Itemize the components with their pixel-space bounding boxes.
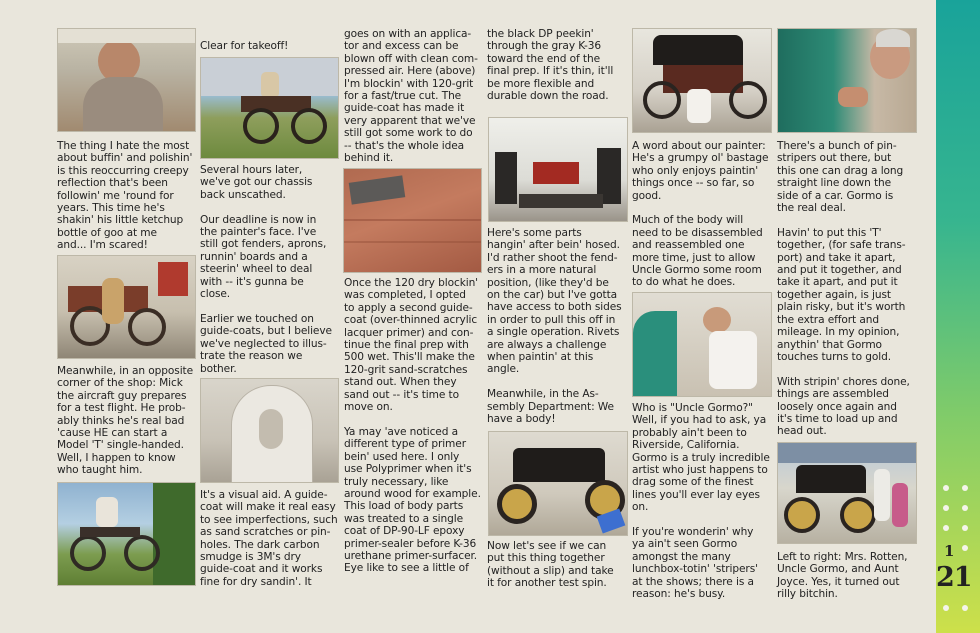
line: different type of primer [344, 438, 466, 451]
line: and... I'm scared! [57, 239, 148, 252]
line: goes on with an applica- [344, 28, 472, 40]
decorative-dot [962, 545, 968, 551]
line: loosely once again and [777, 400, 897, 413]
decorative-side-bar [936, 0, 980, 633]
line: sembly Department: We [487, 400, 614, 413]
line: Riverside, California. [632, 439, 740, 452]
line: Model 'T' single-handed. [57, 439, 184, 452]
line: -- that's the whole idea [344, 139, 465, 152]
line: lunchbox-totin' 'stripers' [632, 563, 758, 576]
line: trate the reason we [200, 350, 303, 363]
text-block-3 [200, 40, 340, 52]
line: for a fast/true cut. The [344, 90, 462, 103]
decorative-dot [943, 485, 949, 491]
line: to apply a second guide- [344, 301, 473, 314]
line: tinue the final prep with [344, 339, 469, 352]
line: lacquer primer) and con- [344, 326, 474, 339]
line: a single operation. Rivets [487, 326, 620, 339]
line: Meanwhile, in an opposite [57, 365, 194, 377]
line: at the shows; there is a [632, 575, 754, 588]
line: tor and excess can be [344, 40, 459, 53]
decorative-dot [962, 525, 968, 531]
line: coat will make it real easy [200, 501, 336, 514]
line: (without a slip) and take [487, 564, 614, 577]
line: Several hours later, [200, 164, 303, 176]
line: it for another test spin. [487, 577, 607, 590]
text-block-9 [487, 227, 629, 426]
line: port) and take it apart, [777, 251, 896, 264]
line: Here's some parts [487, 227, 582, 239]
line: through the gray K-36 [487, 40, 601, 53]
line: together again, is just [777, 288, 891, 301]
decorative-dot [943, 525, 949, 531]
line: in order to pull this off in [487, 313, 616, 326]
line: toward the end of the [487, 52, 600, 65]
line: to do what he does. [632, 276, 736, 289]
line: use Polyprimer when it's [344, 463, 472, 476]
line: 500 wet. This'll make the [344, 351, 475, 364]
line: artist who just happens to [632, 464, 768, 477]
photo-painter-car [632, 28, 772, 133]
line: move on. [344, 401, 393, 414]
line: drag some of the finest [632, 476, 754, 489]
line: There's a bunch of pin- [777, 140, 897, 152]
line: Who is "Uncle Gormo?" [632, 402, 753, 414]
line: Earlier we touched on [200, 312, 314, 325]
line: Uncle Gormo, and Aunt [777, 563, 899, 576]
line: bother. [200, 362, 237, 375]
line: when paintin' at this [487, 351, 594, 364]
line: rilly bitchin. [777, 588, 838, 601]
line: around wood for example. [344, 487, 481, 500]
line: reason: he's busy. [632, 588, 726, 601]
line: plain risky, but it's worth [777, 301, 906, 314]
line: is this reoccurring creepy [57, 164, 189, 177]
line: anythin' that Gormo [777, 338, 882, 351]
line: the extra effort and [777, 313, 879, 326]
text-block-13 [777, 140, 923, 438]
line: Now let's see if we can [487, 540, 607, 552]
line [777, 214, 923, 226]
photo-body-assembly [488, 431, 628, 536]
line: I'd rather shoot the fend- [487, 251, 618, 264]
line: still got fenders, aprons, [200, 238, 327, 251]
photo-reflection-man [57, 28, 196, 132]
line: stripers out there, but [777, 152, 892, 165]
line: shakin' his little ketchup [57, 214, 184, 227]
line: Much of the body will [632, 214, 744, 227]
text-block-1 [57, 140, 197, 252]
text-block-4 [200, 164, 340, 375]
line: position, (like they'd be [487, 276, 609, 289]
line: Once the 120 dry blockin' [344, 277, 478, 289]
line: the real deal. [777, 202, 846, 215]
line: was completed, I opted [344, 289, 466, 302]
line: Joyce. Yes, it turned out [777, 575, 900, 588]
line: this one can drag a long [777, 164, 904, 177]
line: angle. [487, 363, 520, 376]
text-block-2 [57, 365, 197, 477]
line: we've got our chassis [200, 176, 313, 189]
line: the black DP peekin' [487, 28, 594, 40]
line: truly necessary, like [344, 475, 449, 488]
line: Well, I happen to know [57, 451, 176, 464]
line: the aircraft guy prepares [57, 389, 187, 402]
line: ya ain't seen Gormo [632, 538, 738, 551]
line: about buffin' and polishin' [57, 152, 193, 165]
text-block-10 [487, 540, 629, 590]
line [632, 202, 774, 214]
line: Ya may 'ave noticed a [344, 425, 458, 438]
photo-test-flight [57, 482, 196, 586]
line [200, 201, 340, 213]
text-block-12 [632, 402, 774, 601]
page-number-small: 1 [944, 542, 955, 560]
line: ers in a more natural [487, 264, 597, 277]
line: 'cause HE can start a [57, 427, 168, 440]
line: runnin' boards and a [200, 250, 308, 263]
line: side of a car. Gormo is [777, 189, 894, 202]
line: He's a grumpy ol' bastage [632, 152, 769, 165]
line: Clear for takeoff! [200, 40, 289, 52]
line: With stripin' chores done, [777, 375, 910, 388]
line [777, 363, 923, 375]
page-number: 21 [936, 562, 972, 593]
line: bottle of goo at me [57, 226, 157, 239]
line: It's a visual aid. A guide- [200, 489, 328, 501]
line: amongst the many [632, 550, 731, 563]
line: A word about our painter: [632, 140, 766, 152]
line: smudge is 3M's dry [200, 551, 301, 564]
photo-uncle-gormo-striping [632, 292, 772, 397]
line: guide-coat has made it [344, 102, 465, 115]
line: Left to right: Mrs. Rotten, [777, 551, 908, 563]
line: lines you'll ever lay eyes [632, 488, 760, 501]
line: sand out -- it's time to [344, 388, 459, 401]
line: mileage. In my opinion, [777, 326, 900, 339]
line: guide-coat and it works [200, 563, 323, 576]
line: behind it. [344, 152, 394, 165]
line: I'm blockin' with 120-grit [344, 77, 474, 90]
line: on. [632, 501, 649, 514]
line: need to be disassembled [632, 226, 763, 239]
line: hangin' after bein' hosed. [487, 239, 620, 252]
line: good. [632, 189, 662, 202]
line: corner of the shop: Mick [57, 377, 183, 390]
line [487, 376, 629, 388]
line: on the car) but I've gotta [487, 289, 618, 302]
line: coat of DP-90-LF epoxy [344, 525, 465, 538]
photo-group-with-car [777, 442, 917, 544]
line: have a body! [487, 413, 556, 426]
line: to see imperfections, such [200, 513, 338, 526]
line: Well, if you had to ask, ya [632, 414, 767, 427]
line: Gormo is a truly incredible [632, 451, 770, 464]
line: still got some work to do [344, 127, 473, 140]
line: close. [200, 288, 231, 301]
line: pressed air. Here (above) [344, 65, 476, 78]
line [200, 300, 340, 312]
line: bein' used here. I only [344, 450, 460, 463]
line: be more flexible and [487, 77, 595, 90]
line: have access to both sides [487, 301, 622, 314]
photo-blocking-primer [343, 168, 482, 273]
text-block-7 [344, 277, 486, 575]
line: Meanwhile, in the As- [487, 388, 599, 401]
line: Our deadline is now in [200, 213, 317, 226]
line: it's time to load up and [777, 412, 898, 425]
line: head out. [777, 425, 827, 438]
photo-clear-for-takeoff [200, 57, 339, 159]
line: very apparent that we've [344, 114, 476, 127]
line: fine for dry sandin'. It [200, 575, 312, 588]
line: guide-coats, but I believe [200, 325, 332, 338]
line: for a test flight. He prob- [57, 402, 186, 415]
line: with -- it's gunna be [200, 275, 304, 288]
line: who taught him. [57, 464, 143, 477]
photo-parts-hanging [488, 117, 628, 222]
line: take it apart, and put it [777, 276, 898, 289]
line [344, 413, 486, 425]
line: ably thinks he's real bad [57, 414, 185, 427]
line: things are assembled [777, 388, 889, 401]
line: touches turns to gold. [777, 350, 891, 363]
line: Eye like to see a little of [344, 562, 469, 575]
photo-guide-coat-panel [200, 378, 339, 483]
decorative-dot [962, 485, 968, 491]
text-block-5 [200, 489, 342, 588]
line: Havin' to put this 'T' [777, 226, 882, 239]
line: If you're wonderin' why [632, 526, 754, 539]
text-block-6 [344, 28, 486, 164]
photo-shop-car-mick [57, 255, 196, 359]
line: The thing I hate the most [57, 140, 190, 152]
line: holes. The dark carbon [200, 538, 320, 551]
line: back unscathed. [200, 188, 286, 201]
line: Uncle Gormo some room [632, 264, 762, 277]
text-block-11 [632, 140, 774, 289]
text-block-8 [487, 28, 629, 102]
decorative-dot [943, 505, 949, 511]
decorative-dot [962, 505, 968, 511]
line: 120-grit sand-scratches [344, 363, 468, 376]
line: blown off with clean com- [344, 52, 478, 65]
decorative-dot [962, 605, 968, 611]
line: put this thing together [487, 552, 605, 565]
line: reflection that's been [57, 177, 168, 190]
line: are always a challenge [487, 338, 607, 351]
line: straight line down the [777, 177, 892, 190]
line: This load of body parts [344, 500, 464, 513]
line: and reassembled one [632, 239, 745, 252]
line: was treated to a single [344, 512, 464, 525]
line [632, 514, 774, 526]
line: things once -- so far, so [632, 177, 755, 190]
line: stand out. When they [344, 376, 457, 389]
line: probably ain't been to [632, 426, 747, 439]
line: and put it together, and [777, 264, 902, 277]
line: urethane primer-surfacer. [344, 549, 478, 562]
line: more time, just to allow [632, 251, 756, 264]
line: final prep. If it's thin, it'll [487, 65, 614, 78]
line: who only enjoys paintin' [632, 164, 759, 177]
line: as sand scratches or pin- [200, 526, 331, 539]
line: steerin' wheel to deal [200, 263, 313, 276]
line: together, (for safe trans- [777, 239, 906, 252]
decorative-dot [943, 605, 949, 611]
photo-pinstriping-closeup [777, 28, 917, 133]
line: durable down the road. [487, 90, 609, 103]
line: followin' me 'round for [57, 189, 174, 202]
line: years. This time he's [57, 202, 165, 215]
line: coat (over-thinned acrylic [344, 314, 478, 327]
line: the painter's face. I've [200, 226, 317, 239]
text-block-14 [777, 551, 923, 601]
line: primer-sealer before K-36 [344, 537, 477, 550]
line: we've neglected to illus- [200, 337, 327, 350]
